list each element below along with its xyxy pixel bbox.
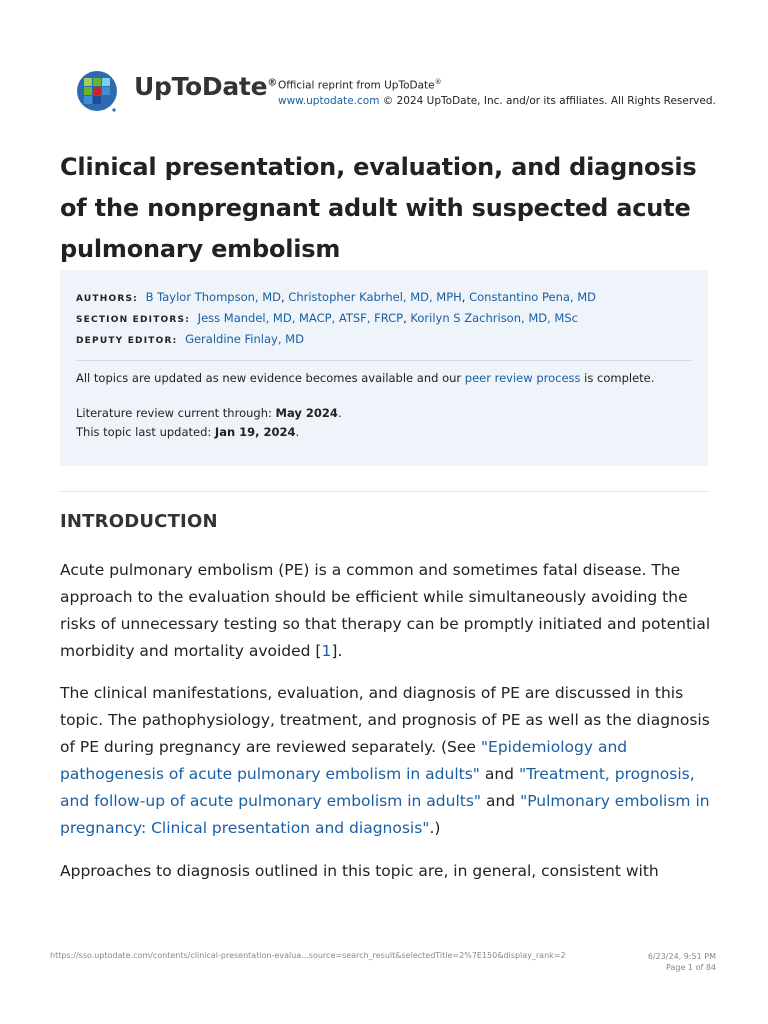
last-updated-date: This topic last updated: Jan 19, 2024.: [76, 425, 300, 439]
intro-paragraph-2: The clinical manifestations, evaluation, and diagnosis of PE are discussed in this topic. The pathophysiology, treatment, and prognosis of PE as well as the diagnosis of PE during pregnancy are reviewed separately. (See "Epidemiology and pathogenesis of acute pulmonary embolism in adults" and "Treatment, prognosis, and follow-up of acute pulmonary embolism in adults" and "Pulmonary embolism in pregnancy: Clinical presentation and diagnosis".): [60, 684, 710, 837]
uptodate-logo-icon: [76, 70, 118, 112]
authors-row: AUTHORS: B Taylor Thompson, MD, Christopher Kabrhel, MD, MPH, Constantino Pena, MD: [76, 290, 597, 304]
article-title: Clinical presentation, evaluation, and diagnosis of the nonpregnant adult with suspected acute pulmonary embolism: [60, 153, 697, 263]
section-editors-row: SECTION EDITORS: Jess Mandel, MD, MACP, ATSF, FRCP, Korilyn S Zachrison, MD, MSc: [76, 311, 578, 325]
intro-paragraph-1: Acute pulmonary embolism (PE) is a common and sometimes fatal disease. The approach to the evaluation should be efficient while simultaneously avoiding the risks of unnecessary testing so that therapy can be promptly initiated and potential morbidity and mortality avoided [1].: [60, 561, 711, 660]
deputy-editor-row: DEPUTY EDITOR: Geraldine Finlay, MD: [76, 332, 304, 346]
site-header: [76, 70, 716, 114]
topic-link-epidemiology[interactable]: "Epidemiology and pathogenesis of acute pulmonary embolism in adults": [60, 738, 628, 783]
author-link[interactable]: Constantino Pena, MD: [469, 290, 597, 304]
topic-link-treatment[interactable]: "Treatment, prognosis, and follow-up of acute pulmonary embolism in adults": [60, 765, 695, 810]
deputy-editor-link[interactable]: Geraldine Finlay, MD: [185, 332, 304, 346]
author-link[interactable]: Christopher Kabrhel, MD, MPH: [288, 290, 462, 304]
author-link[interactable]: B Taylor Thompson, MD: [145, 290, 281, 304]
page-number: Page 1 of 84: [666, 963, 716, 972]
topic-link-pregnancy[interactable]: "Pulmonary embolism in pregnancy: Clinical presentation and diagnosis": [60, 792, 710, 837]
editor-link[interactable]: Korilyn S Zachrison, MD, MSc: [410, 311, 578, 325]
reprint-notice: Official reprint from UpToDate® www.uptodate.com © 2024 UpToDate, Inc. and/or its affiliates. All Rights Reserved.: [278, 78, 716, 107]
literature-review-date: Literature review current through: May 2024.: [76, 406, 342, 420]
peer-review-link[interactable]: peer review process: [464, 371, 581, 385]
review-notice: All topics are updated as new evidence becomes available and our peer review process is complete.: [76, 371, 655, 385]
topic-info-box: [60, 270, 708, 466]
editor-link[interactable]: Jess Mandel, MD, MACP, ATSF, FRCP: [197, 311, 404, 325]
section-divider: [60, 491, 708, 492]
footer-meta: [648, 951, 716, 973]
reference-link[interactable]: 1: [321, 642, 332, 660]
uptodate-site-link[interactable]: www.uptodate.com: [278, 94, 380, 107]
brand-name: UpToDate®: [134, 72, 277, 101]
section-heading-introduction: INTRODUCTION: [60, 511, 218, 532]
intro-paragraph-3: Approaches to diagnosis outlined in this topic are, in general, consistent with: [60, 862, 659, 880]
review-dates: [76, 404, 342, 442]
print-datetime: 6/23/24, 9:51 PM: [647, 952, 716, 961]
info-divider: [76, 360, 692, 361]
footer-url: https://sso.uptodate.com/contents/clinical-presentation-evalua...source=search_result&selectedTitle=2%7E150&display_rank=2: [50, 951, 566, 960]
credits: [76, 288, 596, 351]
